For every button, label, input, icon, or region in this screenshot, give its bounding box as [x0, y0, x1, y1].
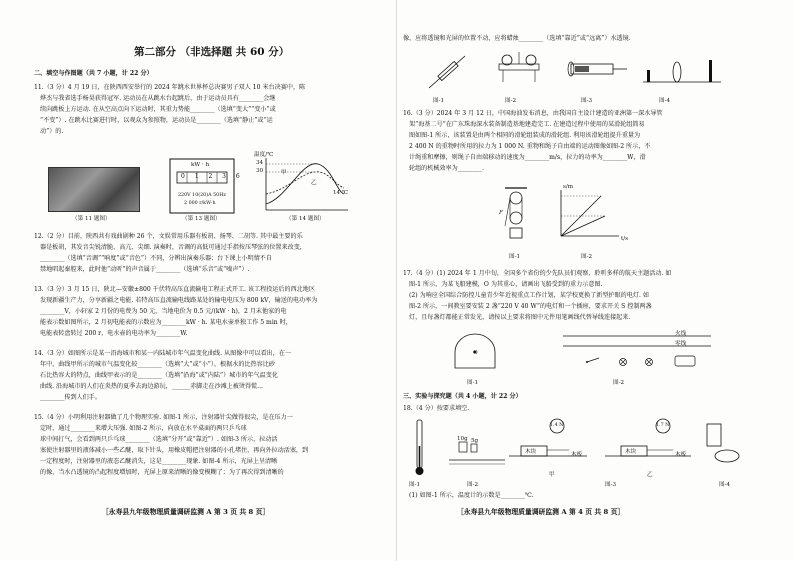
page-footer: ［永寿县九年级物理质量调研监测 A 第 3 页 共 8 页］ [102, 508, 270, 516]
q15-line: 一定程度时，注射器里的液态乙醚消失，这是________现象. 如图-4 所示，光屏上呈清晰 [40, 458, 278, 465]
q12-line: 器是板胡，其发音尖锐清脆、高亢、尖细. 演奏时，音调的高低可通过手指按压琴弦的位置来改变， [40, 244, 306, 251]
q15-line: 15.（4 分）小明利用注射器做了几个物理实验. 如图-1 所示，注射器针尖做得很尖，是在压力一 [34, 414, 293, 421]
temperature-curve-chart [252, 154, 352, 214]
wire-label: 零线 [675, 341, 687, 347]
block-label: 木块 [525, 449, 537, 455]
fig-caption: 图-2 [613, 380, 625, 386]
fig14-caption: （第 14 题图） [286, 216, 325, 222]
q17-line: (2) 为响应全国综合防控儿童青少年近视重点工作计划，某学校更换了新型护眼的电灯. 如 [409, 292, 649, 299]
meter-rate: 2 000 r/kW·h [184, 201, 216, 206]
chart-tick: 30 [256, 168, 264, 174]
fig-caption: 图-4 [719, 482, 731, 488]
fig-caption: 乙 [647, 472, 653, 478]
pulley-figures [501, 186, 641, 248]
column-divider [396, 0, 397, 561]
q14-line: ________传到人们手。 [40, 394, 101, 401]
section-title: 二、填空与作图题（共 7 小题，计 22 分） [34, 70, 153, 77]
q12-line: 12.（2 分）目前，陕西共有戏曲剧种 26 个，文娱常用乐器有板胡、扬琴、二胡等. 其中最主要的乐 [34, 233, 303, 240]
q13-line: ________V，小轩家 2 月份的电费为 50 元，当地电价为 0.5 元/(kW · h)，2 月末他家的电 [40, 308, 287, 315]
fig-caption: 图-1 [509, 254, 521, 260]
q12-line: 禁地唱起秦腔来，此时他“动听”的声音属于________（选填“乐音”或“噪声”）. [40, 266, 250, 273]
q16-line: 计绳重和摩擦，则绳子自由端移动的速度为________m/s，拉力的功率为________W，滑 [409, 154, 646, 161]
q15-continuation: 像，应将透镜和光屏的位置不动，应将蜡烛________（选填“靠近”或“远离”）水透镜. [403, 35, 631, 42]
block-label: 木块 [625, 449, 637, 455]
q13-line: 能表示数如图所示，2 月初电能表的示数应为________kW · h. 某电水壶单独工作 5 min 时， [40, 319, 292, 326]
q14-line: 曲线. 沿海城市的人们在炎热的夏季去海边游玩，______赤脚走在沙滩上被烫得慌... [40, 383, 263, 390]
graph-ylabel: s/m [563, 184, 574, 190]
spring-scale-reading: 1.4 N [550, 423, 564, 428]
balance-weights-icon [449, 442, 505, 464]
q12-line: ________（选填“音调”“响度”或“音色”）不同，分辨出演奏乐器；台下课上小明情不自 [40, 255, 272, 262]
q16-line: 架“海基二号”在广东珠海深水装备制造基地建造完工. 在建造过程中使用的某滑轮组简易 [409, 121, 645, 128]
horizontal-syringe-icon [568, 62, 627, 76]
chart-tick: 14 ℃ [333, 190, 349, 196]
meter-spec: 220V 10(20)A 50Hz [178, 193, 226, 198]
mass-label: 5g [471, 438, 479, 444]
thermometer-icon [416, 420, 424, 475]
q14-line: 石比热容大的特点，曲线甲表示的是________（选填“沿海”或“内陆”）城市的年气温变化 [40, 372, 278, 379]
fig-caption: 图-4 [659, 98, 671, 104]
q15-line: 球中间打气，会看到两只乒乓球________（选填“分开”或“靠近”）. 如图-3 所示，拉动活 [40, 436, 278, 443]
q17-line: 图-1 所示，为某飞船建模，O 为其重心，请画出飞船受到的重力示意图. [409, 281, 603, 288]
q17-figures [453, 330, 713, 376]
distance-time-graph [561, 190, 619, 236]
fig-caption: 图-3 [605, 482, 617, 488]
fig-caption: 图-1 [433, 98, 445, 104]
part-title: 第二部分 （非选择题 共 60 分） [134, 46, 290, 58]
q17-line: 灯，且每盏灯都能正常发光，请按以上要求将图中元件用笔画线代替导线连接起来. [409, 314, 631, 321]
q13-line: 13.（3 分）3 月 15 日，陕北—安徽±800 千伏特高压直流输电工程正式开工. 该工程投运后的西北地区 [34, 286, 315, 293]
section-title: 三、实验与探究题（共 4 小题，计 22 分） [403, 393, 522, 400]
meter-unit: kW · h [191, 162, 210, 168]
circuit-diagram [563, 336, 711, 366]
q11-line: 续向跳板上方运动. 在从空高点向下运动时，其重力势能________（选填“变大”“变小”或 [40, 106, 276, 113]
mass-label: 10g [457, 436, 468, 442]
q14-line: 年中，曲线甲所示的城市气温变化较________（选填“大”或“小”），根据水的比热容比砂 [40, 361, 275, 368]
right-column [403, 0, 763, 561]
fig11-caption: （第 11 题图） [72, 216, 111, 222]
q13-line: 发现新疆生产力，分享新疆之电能. 若特高压直流输电线路某处的输电电压为 800 kV，输送的电功率为 [40, 297, 318, 304]
gravity-center-label: O [473, 350, 478, 356]
chart-series-label: 甲 [281, 170, 287, 176]
q17-line: 17.（4 分）(1) 2024 年 1 月中旬，全国多个省份的少先队员们观察、聆听多样的航天主题活动. 如 [403, 270, 672, 277]
q16-line: 轮组的机械效率为________. [409, 165, 485, 172]
q17-line: 图-2 所示，一间教室要安装 2 盏“220 V 40 W”的电灯和一个插座，要求开关 S 控制两盏 [409, 303, 652, 310]
pulley-force-label: F [499, 210, 503, 216]
diving-photo [48, 167, 140, 212]
syringe-experiment-figures [425, 50, 725, 94]
q15-line: 塞使注射器里的液体减小一些乙醚，取下针头，用橡皮帽把注射器的小孔堵住，再向外拉动活塞，到 [40, 447, 309, 454]
q11-line: “不变”）. 在跳水比赛进行时，以观众为参照物，运动员是________（选填“静止”或“运 [40, 117, 273, 124]
syringe-icon [429, 56, 465, 88]
q16-line: 图如图-1 所示，该装置是由两个相同的滑轮组装成的滑轮组. 利用该滑轮组提升重量为 [409, 132, 641, 139]
q16-line: 16.（3 分）2024 年 3 月 12 日，中国海油发布消息，由我国自主设计建造的亚洲第一深水导管 [403, 110, 663, 117]
q13-line: 电能表转盘转过 200 r，电水壶的电功率为________W. [40, 330, 188, 337]
meter-digits: 0 1 2 3 6 [181, 173, 244, 180]
q18-figures [409, 416, 749, 480]
q15-line: 的像，当水凸透镜的凸起程度增加时，光屏上原来清晰的像变模糊了；为了再次得到清晰的 [40, 469, 284, 476]
fig13-caption: （第 13 题图） [182, 216, 221, 222]
fig-caption: 图-2 [467, 482, 479, 488]
magnet-experiment-icon [707, 424, 739, 462]
graph-xlabel: t/s [621, 236, 629, 242]
chart-tick: 34 [256, 160, 264, 166]
fig-caption: 甲 [549, 472, 555, 478]
q11-line: 动”）的. [40, 128, 64, 135]
fig-caption: 图-1 [409, 482, 421, 488]
chart-series-label: 乙 [311, 180, 317, 186]
q18-part1: (1) 如图-1 所示，温度计的示数是________℃. [409, 492, 534, 499]
q15-line: 定时，通过________来增大压强. 如图-2 所示，向放在水平桌面的两只乒乓球 [40, 425, 247, 432]
left-column [34, 0, 390, 561]
fig-caption: 图-1 [467, 380, 479, 386]
ping-pong-balls-icon [499, 52, 539, 82]
wire-label: 火线 [675, 331, 687, 337]
lens-bench-icon [643, 60, 721, 82]
q18-title: 18.（4 分）按要求填空. [403, 405, 470, 412]
fig-caption: 图-3 [581, 98, 593, 104]
pulley-icon [505, 188, 527, 238]
fig-caption: 图-2 [581, 254, 593, 260]
fig-caption: 图-2 [505, 98, 517, 104]
q14-line: 14.（3 分）如图所示是某一沿海城市和某一内陆城市年气温变化曲线. 从图像中可以看出，在一 [34, 350, 292, 357]
board-label: 木板 [571, 452, 583, 458]
board-label: 木板 [675, 452, 687, 458]
chart-ylabel: 温度/℃ [254, 152, 274, 158]
q11-line: 11.（3 分）4 月 19 日，在陕西西安举行的 2024 年跳水世界杯总决赛男子双人 10 米台决赛中，陈 [34, 84, 306, 91]
q16-line: 2 400 N 的重物时所用的拉力为 1 000 N. 重物和绳子自由端的运动图像如图-2 所示，不 [409, 143, 651, 150]
page-footer: ［永寿县九年级物理质量调研监测 A 第 4 页 共 8 页］ [457, 508, 625, 516]
q11-line: 烨杰与我省选手杨昊获得冠军. 运动员在从跳水台起跳后，由于运动员具有________会继 [40, 95, 276, 102]
spring-scale-reading: 1.7 N [656, 423, 670, 428]
